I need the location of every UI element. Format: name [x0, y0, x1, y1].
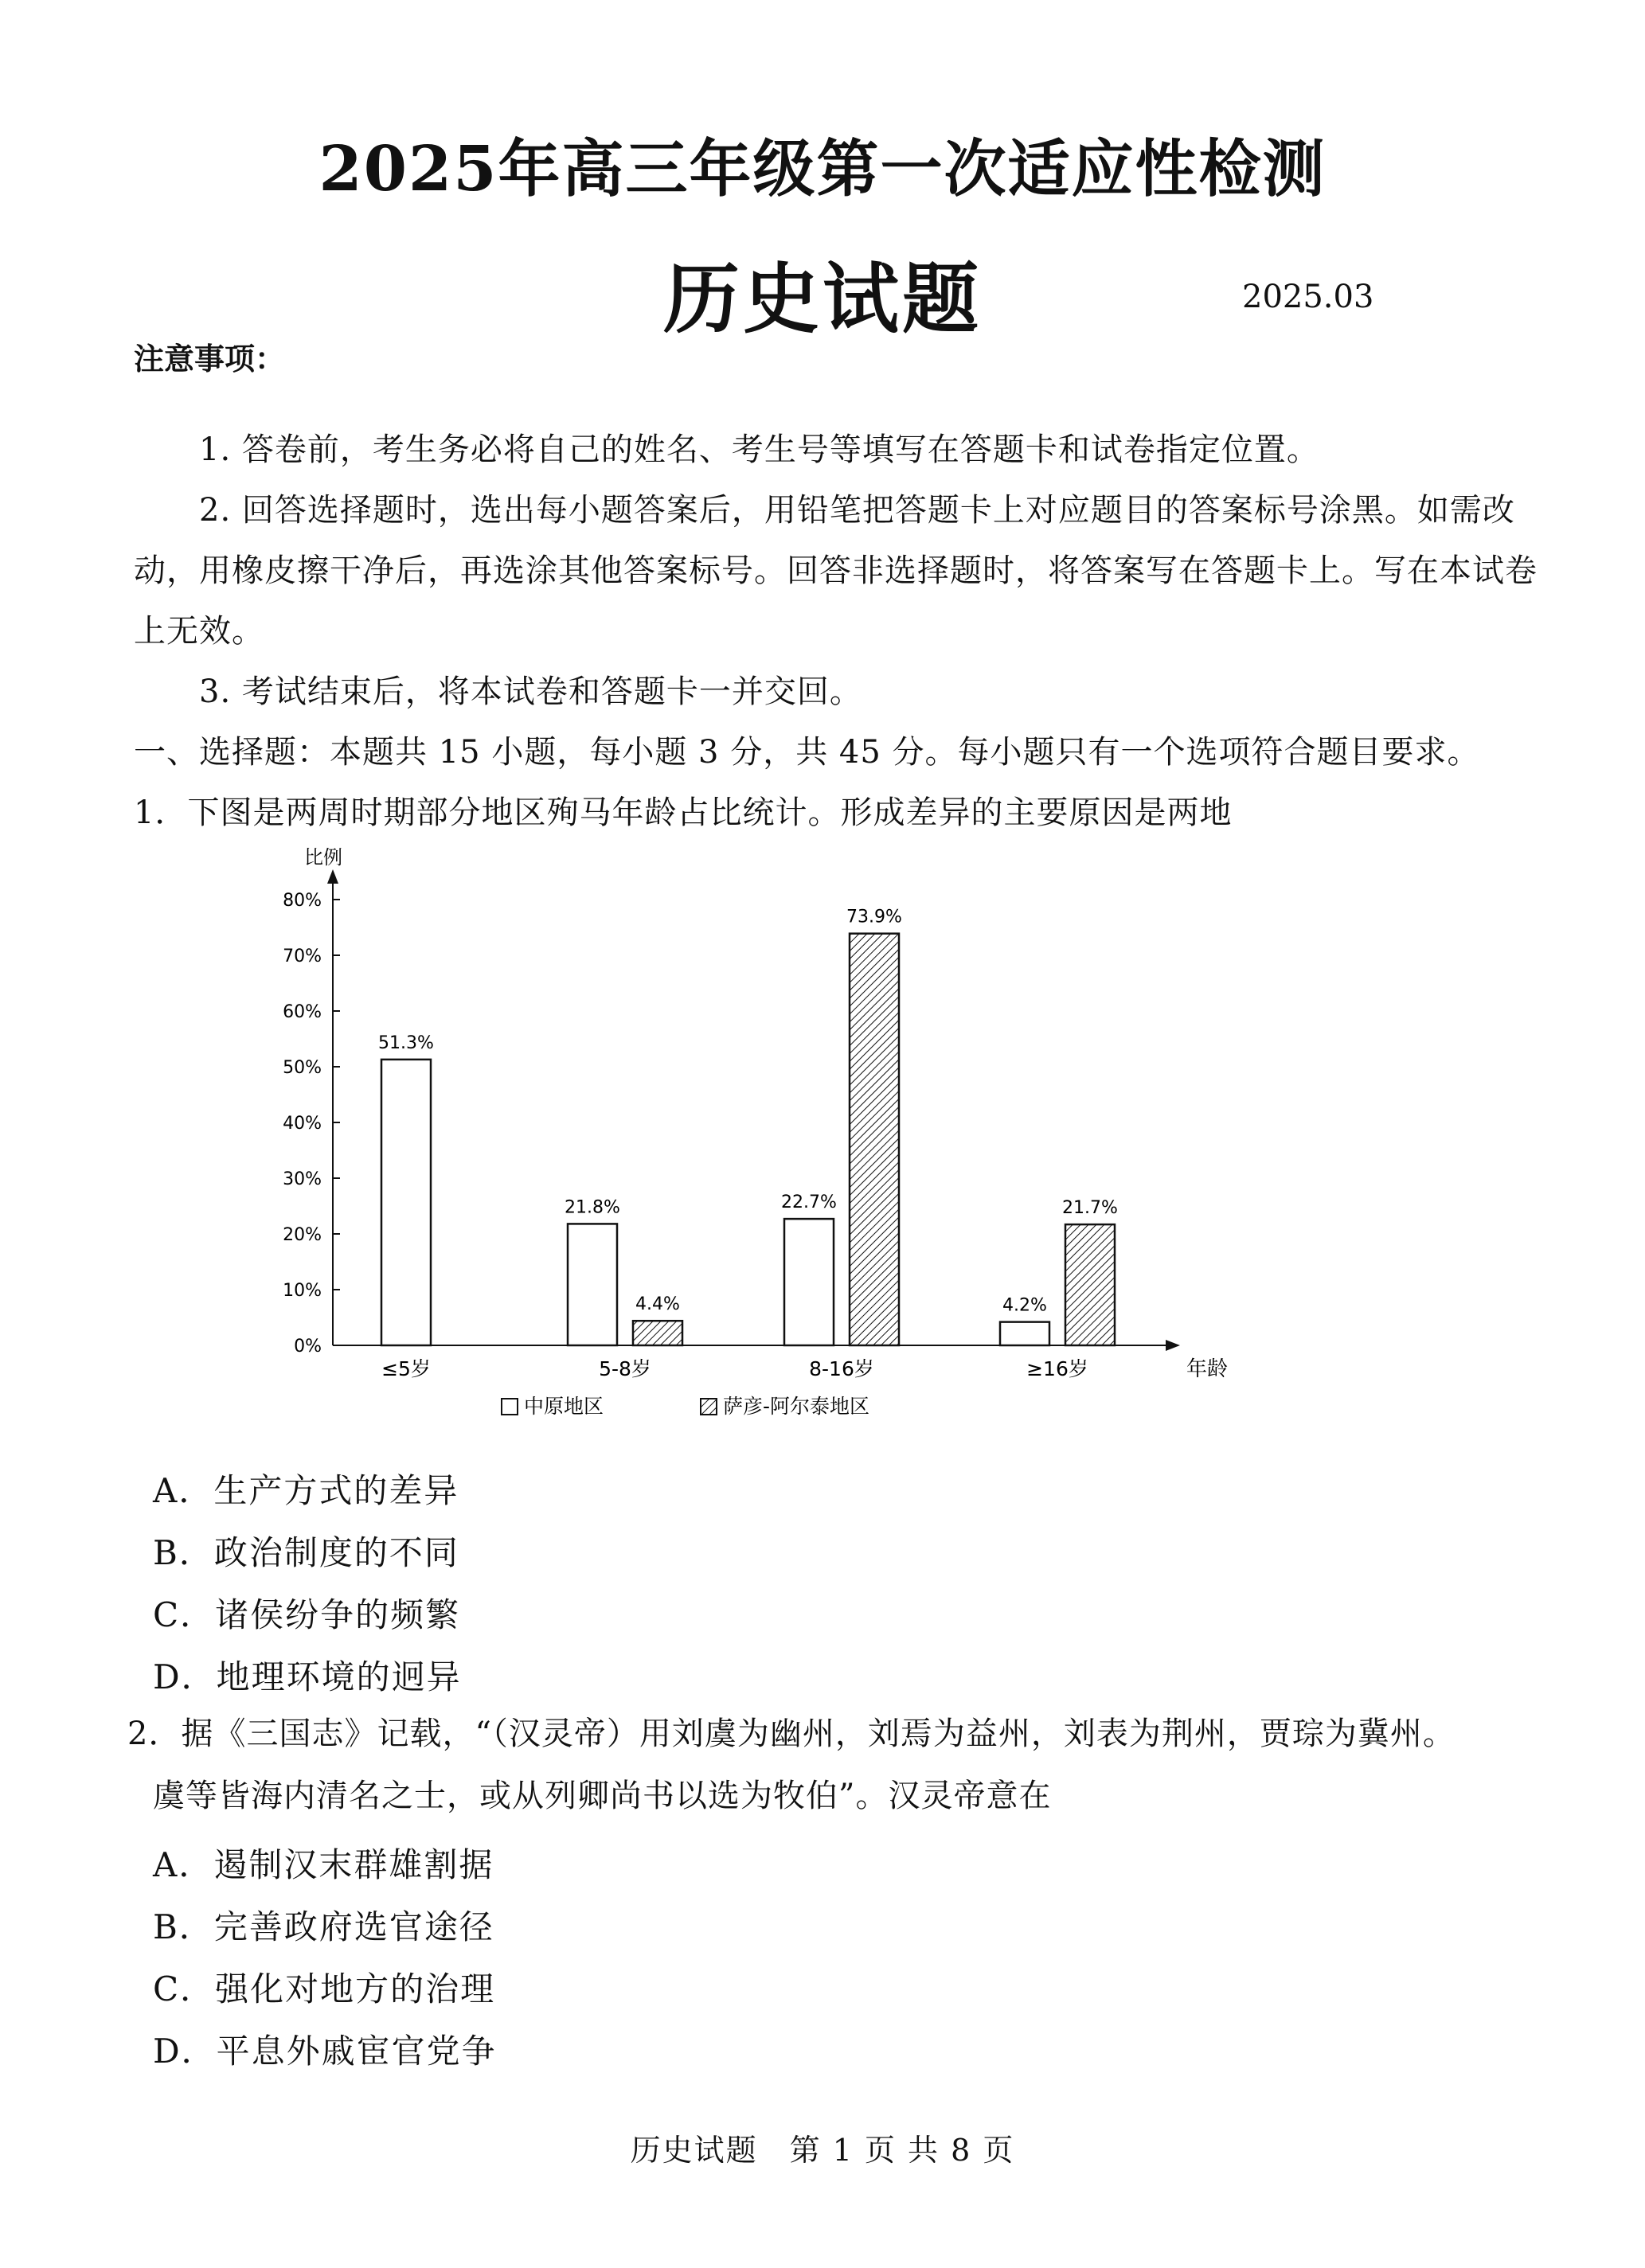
x-axis-title: 年龄	[1186, 1357, 1229, 1381]
q1-option-a[interactable]: A．生产方式的差异	[153, 1471, 459, 1510]
notice-item-2-cont: 动，用橡皮擦干净后，再选涂其他答案标号。回答非选择题时，将答案写在答题卡上。写在本试卷	[134, 552, 1538, 589]
x-tick-label: 5-8岁	[599, 1357, 651, 1380]
bar-chart	[263, 844, 1282, 1449]
legend-swatch-sayan-altai	[701, 1399, 717, 1415]
notice-item-1: 1. 答卷前，考生务必将自己的姓名、考生号等填写在答题卡和试卷指定位置。	[199, 431, 1319, 468]
bar-zhongyuan	[1000, 1322, 1049, 1345]
bar-zhongyuan	[784, 1219, 834, 1345]
bar-zhongyuan	[568, 1224, 617, 1345]
question-1-stem: 1．下图是两周时期部分地区殉马年龄占比统计。形成差异的主要原因是两地	[134, 794, 1233, 831]
bar-zhongyuan	[381, 1060, 431, 1345]
data-label: 73.9%	[846, 907, 902, 927]
notice-item-2: 2. 回答选择题时，选出每小题答案后，用铅笔把答题卡上对应题目的答案标号涂黑。如需改	[199, 492, 1515, 529]
y-tick-label: 0%	[294, 1337, 322, 1357]
legend-swatch-zhongyuan	[502, 1399, 518, 1415]
notice-item-2-end: 上无效。	[134, 613, 264, 650]
bar-sayan-altai	[1065, 1224, 1115, 1345]
data-label: 4.2%	[1002, 1295, 1047, 1316]
notice-heading: 注意事项：	[134, 341, 286, 377]
data-label: 4.4%	[635, 1294, 680, 1315]
y-axis-title: 比例	[304, 846, 342, 869]
subject-title: 历史试题	[663, 254, 982, 344]
y-tick-label: 10%	[283, 1281, 322, 1301]
x-tick-label: ≤5岁	[381, 1357, 431, 1380]
legend-label-sayan-altai: 萨彦-阿尔泰地区	[723, 1395, 870, 1418]
q2-option-b[interactable]: B．完善政府选官途径	[153, 1907, 494, 1946]
data-label: 22.7%	[781, 1193, 837, 1213]
y-tick-label: 40%	[283, 1114, 322, 1134]
data-label: 51.3%	[378, 1033, 434, 1053]
question-2-stem-line1: 2．据《三国志》记载，“（汉灵帝）用刘虞为幽州，刘焉为益州，刘表为荆州，贾琮为冀州。	[127, 1716, 1455, 1752]
q2-option-a[interactable]: A．遏制汉末群雄割据	[153, 1845, 494, 1884]
y-tick-label: 70%	[283, 947, 322, 966]
notice-item-3: 3. 考试结束后，将本试卷和答题卡一并交回。	[199, 673, 862, 710]
question-2-stem-line2: 虞等皆海内清名之士，或从列卿尚书以选为牧伯”。汉灵帝意在	[153, 1778, 1052, 1814]
q1-option-b[interactable]: B．政治制度的不同	[153, 1533, 459, 1572]
y-axis-arrow	[327, 869, 338, 884]
x-axis-arrow	[1166, 1340, 1180, 1351]
section-heading: 一、选择题：本题共 15 小题，每小题 3 分，共 45 分。每小题只有一个选项符合题目要求。	[134, 734, 1480, 771]
bar-sayan-altai	[633, 1321, 682, 1345]
y-tick-label: 30%	[283, 1169, 322, 1189]
y-tick-label: 50%	[283, 1058, 322, 1078]
q2-option-d[interactable]: D．平息外戚宦官党争	[153, 2032, 497, 2071]
legend-label-zhongyuan: 中原地区	[524, 1395, 604, 1418]
data-label: 21.7%	[1062, 1198, 1118, 1219]
bar-sayan-altai	[850, 934, 899, 1345]
page-footer: 历史试题 第 1 页 共 8 页	[630, 2133, 1015, 2168]
data-label: 21.8%	[565, 1197, 620, 1218]
y-tick-label: 20%	[283, 1225, 322, 1245]
y-tick-label: 60%	[283, 1002, 322, 1022]
x-tick-label: ≥16岁	[1026, 1357, 1088, 1380]
y-tick-label: 80%	[283, 891, 322, 911]
exam-date: 2025.03	[1242, 279, 1374, 315]
x-tick-label: 8-16岁	[809, 1357, 874, 1380]
q1-option-d[interactable]: D．地理环境的迥异	[153, 1657, 462, 1696]
q2-option-c[interactable]: C．强化对地方的治理	[153, 1969, 496, 2008]
q1-option-c[interactable]: C．诸侯纷争的频繁	[153, 1595, 461, 1634]
exam-title: 2025年高三年级第一次适应性检测	[318, 133, 1327, 205]
